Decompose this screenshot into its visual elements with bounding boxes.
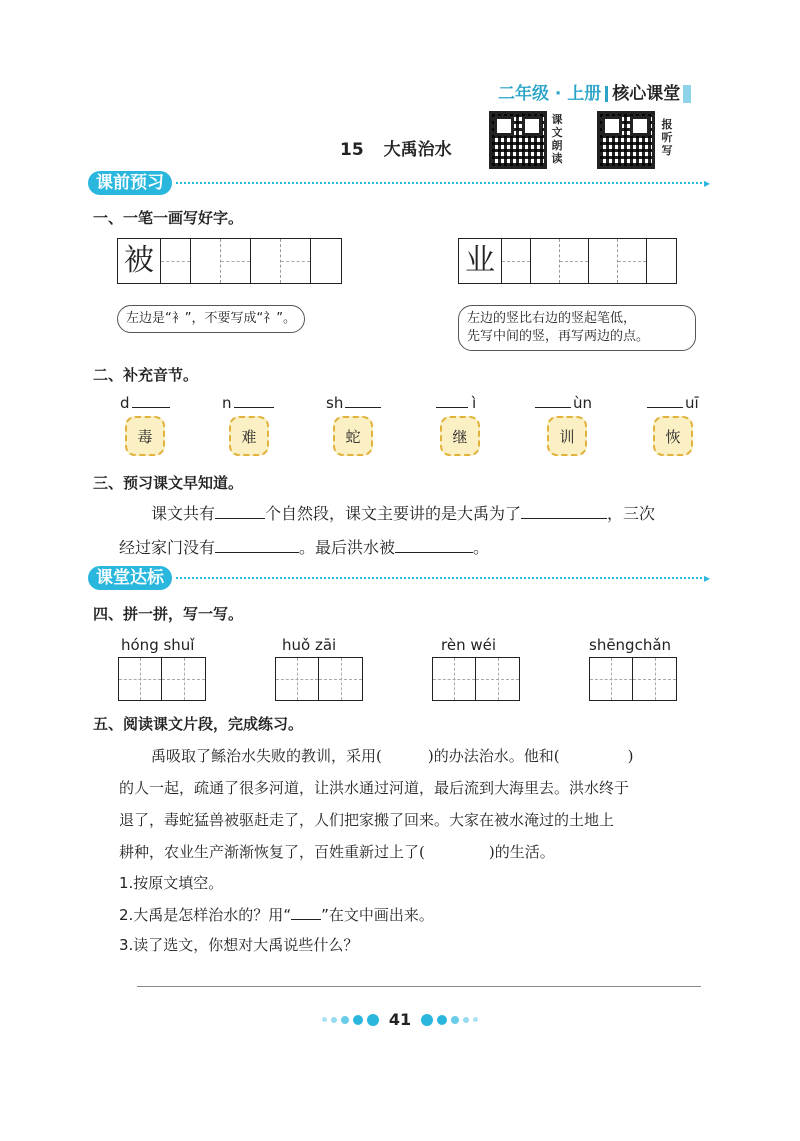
text: 2.大禹是怎样治水的？用“: [119, 906, 292, 924]
pinyin-text: ì: [472, 394, 477, 412]
pinyin-blank-5[interactable]: [535, 394, 592, 412]
dotted-line: [176, 182, 706, 184]
answer-blank[interactable]: [215, 518, 265, 519]
section-banner-preview: [88, 171, 710, 195]
model-char: 被: [118, 239, 161, 283]
question-1-title: 一、一笔一画写好字。: [93, 209, 244, 227]
pinyin-blank-2[interactable]: [222, 394, 274, 412]
passage-line-1: [151, 740, 633, 772]
text: 耕种，农业生产渐渐恢复了，百姓重新过上了(: [119, 843, 425, 861]
answer-blank[interactable]: [395, 552, 473, 553]
text: )的办法治水。他和(: [427, 747, 560, 765]
question-4-title: 四、拼一拼，写一写。: [93, 605, 244, 623]
char-badge: 蛇: [333, 416, 373, 456]
pinyin-word: shēngchǎn: [589, 636, 672, 654]
tip-bubble-1: 左边是“衤”，不要写成“礻”。: [117, 305, 305, 333]
lesson-name: 大禹治水: [383, 140, 452, 160]
pinyin-word: rèn wéi: [441, 636, 497, 654]
text: 。最后洪水被: [299, 538, 396, 557]
text: 课文共有: [151, 504, 216, 523]
page-number: 41: [388, 1010, 412, 1029]
sub-question-3: 3.读了选文，你想对大禹说些什么？: [119, 936, 359, 954]
section-title-classroom: 课堂达标: [88, 566, 172, 590]
pinyin-blank-3[interactable]: [326, 394, 381, 412]
grade-header: [498, 79, 691, 104]
char-badge: 毒: [125, 416, 165, 456]
qr-code-dictation[interactable]: [597, 111, 655, 169]
pinyin-blank-6[interactable]: [647, 394, 699, 412]
accent-bar: [683, 85, 691, 103]
pinyin-blank-4[interactable]: [436, 394, 476, 412]
section-banner-classroom: [88, 566, 710, 590]
qr-reading-label: 课文朗读: [551, 113, 563, 165]
char-badge: 恢: [653, 416, 693, 456]
section-title-preview: 课前预习: [88, 171, 172, 195]
pinyin-word: hóng shuǐ: [121, 636, 195, 654]
text: 经过家门没有: [119, 538, 216, 557]
pinyin-text: ùn: [573, 394, 593, 412]
passage-line-3: 退了，毒蛇猛兽被驱赶走了，人们把家搬了回来。大家在被水淹过的土地上: [119, 811, 615, 829]
underline-mark: [291, 919, 321, 920]
pinyin-word: huǒ zāi: [282, 636, 337, 654]
passage-line-2: 的人一起，疏通了很多河道，让洪水通过河道，最后流到大海里去。洪水终于: [119, 779, 630, 797]
writing-grid-1[interactable]: [117, 238, 342, 284]
char-badge: 训: [547, 416, 587, 456]
lesson-title: [340, 135, 452, 160]
tip-line: 左边的竖比右边的竖起笔低，: [467, 311, 637, 326]
pinyin-text: uī: [685, 394, 699, 412]
page-number-bar: [0, 1010, 800, 1029]
sub-question-2: [119, 898, 434, 932]
char-badge: 继: [440, 416, 480, 456]
text: 。: [473, 538, 490, 557]
pinyin-grid[interactable]: [118, 657, 206, 701]
dotted-line: [176, 577, 706, 579]
question-2-title: 二、补充音节。: [93, 366, 199, 384]
pinyin-text: d: [120, 394, 130, 412]
pinyin-text: n: [222, 394, 232, 412]
lesson-number: 15: [340, 140, 364, 160]
text: 禹吸取了鲧治水失败的教训，采用(: [151, 747, 382, 765]
answer-blank[interactable]: [521, 518, 607, 519]
writing-grid-2[interactable]: [458, 238, 677, 284]
answer-blank[interactable]: [215, 552, 299, 553]
text: ”在文中画出来。: [321, 906, 434, 924]
q3-line-2: [119, 531, 489, 565]
grade-label: 二年级 · 上册: [498, 84, 602, 104]
text: ，三次: [607, 504, 656, 523]
text: ): [627, 747, 634, 765]
text: )的生活。: [488, 843, 555, 861]
qr-dictation-label: 报听写: [661, 118, 673, 157]
sub-question-1: 1.按原文填空。: [119, 874, 224, 892]
arrow-icon: ▸: [703, 176, 710, 190]
passage-line-4: [119, 836, 555, 868]
pinyin-grid[interactable]: [432, 657, 520, 701]
footer-divider: [137, 986, 701, 987]
pinyin-grid[interactable]: [275, 657, 363, 701]
qr-code-reading[interactable]: [489, 111, 547, 169]
pinyin-grid[interactable]: [589, 657, 677, 701]
divider: [605, 86, 608, 102]
char-badge: 难: [229, 416, 269, 456]
pinyin-blank-1[interactable]: [120, 394, 170, 412]
tip-line: 先写中间的竖，再写两边的点。: [467, 329, 650, 344]
question-3-title: 三、预习课文早知道。: [93, 474, 244, 492]
series-label: 核心课堂: [612, 84, 681, 104]
tip-bubble-2: [458, 305, 696, 351]
pinyin-text: sh: [326, 394, 344, 412]
model-char: 业: [459, 239, 502, 283]
question-5-title: 五、阅读课文片段，完成练习。: [93, 715, 304, 733]
q3-line-1: [151, 497, 655, 531]
arrow-icon: ▸: [703, 571, 710, 585]
text: 个自然段，课文主要讲的是大禹为了: [265, 504, 522, 523]
